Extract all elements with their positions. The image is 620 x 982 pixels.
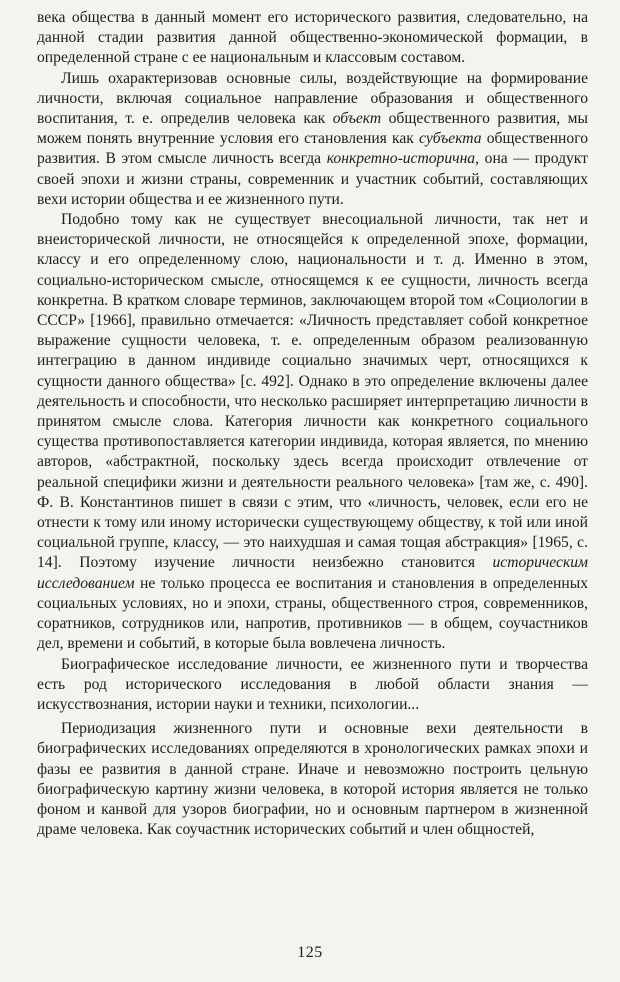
text-run: Лишь охарактеризовав основные силы, воздействующие на формирование личности, включая социальное направление образования и общественного воспитания, т. е. определив человека как <box>37 69 588 128</box>
italic-phrase: конкретно-исторична, <box>326 150 480 168</box>
paragraph-1 <box>37 8 588 69</box>
text-run: Периодизация жизненного пути и основные вехи деятельности в биографических исследованиях определяются в хронологических рамках эпохи и фазы ее развития в данной стране. Иначе и невозможно построить цельную биографическую картину жизни человека, в которой история является не только фоном и канвой для узоров биографии, но и основным партнером в жизненной драме человека. Как соучастник исторических событий и член общностей, <box>37 720 588 839</box>
page-number: 125 <box>297 944 323 961</box>
text-run: общественного развития. В этом смысле личность всегда <box>37 130 588 168</box>
italic-phrase: субъекта <box>419 130 482 148</box>
text-run: общественного развития, мы можем понять внутренние условия его становления как <box>37 110 589 148</box>
text-run: не только процесса ее воспитания и становления в определенных социальных условиях, но и эпохи, страны, общественного строя, современников, соратников, сотрудников или, напротив, противников — в общем, соучастников дел, времени и событий, в которые была вовлечена личность. <box>37 574 588 653</box>
text-run: Биографическое исследование личности, ее жизненного пути и творчества есть род исторического исследования в любой области знания — искусствознания, истории науки и техники, психологии... <box>37 655 588 713</box>
italic-phrase: историческим исследованием <box>37 554 588 592</box>
paragraph-2 <box>37 69 588 210</box>
paragraph-3 <box>37 210 588 654</box>
paragraph-5 <box>37 719 588 840</box>
text-run: века общества в данный момент его исторического развития, следовательно, на данной стадии развития данной общественно-экономической формации, в определенной стране с ее национальным и классовым составом. <box>37 9 588 67</box>
paragraph-4 <box>37 655 588 716</box>
italic-phrase: объект <box>332 110 382 128</box>
text-run: она — продукт своей эпохи и жизни страны, современник и участник событий, составляющих вехи истории общества и ее жизненного пути. <box>37 150 588 208</box>
text-run: Подобно тому как не существует внесоциальной личности, так нет и внеисторической личности, не относящейся к определенной эпохе, формации, классу и его определенному слою, национальности и т. д. Именно в этом, социально-историческом смысле, относящемся к ее сущности, личность всегда конкретна. В кратком словаре терминов, заключающем второй том «Социологии в СССР» [1966], правильно отмечается: «Личность представляет собой конкретное выражение сущности человека, т. е. определенным образом реализованную интеграцию в данном индивиде социально значимых черт, относящихся к сущности данного общества» [с. 492]. Однако в это определение включены далее деятельность и способности, что несколько расширяет интерпретацию личности в принятом смысле слова. Категория личности как конкретного социального существа противопоставляется категории индивида, которая является, по мнению авторов, «абстрактной, поскольку здесь всегда происходит отвлечение от реальной специфики жизни и деятельности реального человека» [там же, с. 490]. Ф. В. Константинов пишет в связи с этим, что «личность, человек, если его не отнести к тому или иному исторически существующему обществу, к той или иной социальной группе, классу, — это наихудшая и самая тощая абстракция» [1965, с. 14]. Поэтому изучение личности неизбежно становится <box>37 211 588 572</box>
text-body <box>37 8 588 840</box>
